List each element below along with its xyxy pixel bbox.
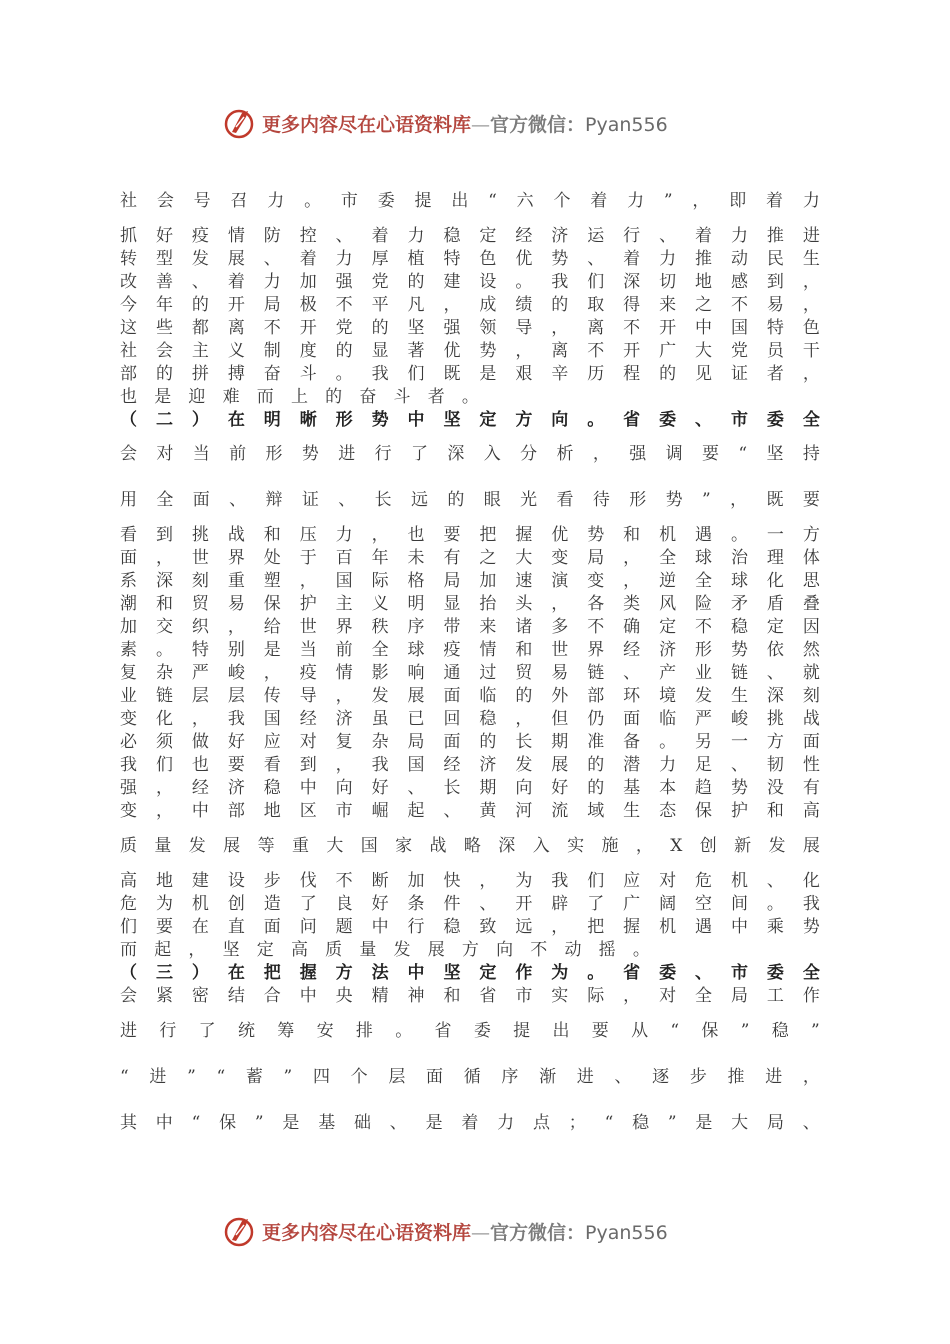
paragraph-line: 素 。 特 别 是 当 前 全 球 疫 情 和 世 界 经 济 形 势 依 然: [120, 640, 820, 660]
watermark-site: 更多内容尽在心语资料库: [262, 1221, 472, 1244]
paragraph-line: 高 地 建 设 步 伐 不 断 加 快 ， 为 我 们 应 对 危 机 、 化: [120, 871, 820, 891]
paragraph-line: 系 深 刻 重 塑 ， 国 际 格 局 加 速 演 变 ， 逆 全 球 化 思: [120, 571, 820, 591]
paragraph-line: 也 是 迎 难 而 上 的 奋 斗 者 。: [120, 387, 479, 407]
paragraph-line: 社 会 主 义 制 度 的 显 著 优 势 ， 离 不 开 广 大 党 员 干: [120, 341, 820, 361]
watermark-wechat: 官方微信：: [490, 1221, 586, 1244]
paragraph-line: 加 交 织 ， 给 世 界 秩 序 带 来 诸 多 不 确 定 不 稳 定 因: [120, 617, 820, 637]
paragraph-line: 我 们 也 要 看 到 ， 我 国 经 济 发 展 的 潜 力 足 、 韧 性: [120, 755, 820, 775]
paragraph-line: “ 进 ” “ 蓄 ” 四 个 层 面 循 序 渐 进 、 逐 步 推 进 ，: [120, 1067, 820, 1087]
paragraph-line: 转 型 发 展 、 着 力 厚 植 特 色 优 势 、 着 力 推 动 民 生: [120, 249, 820, 269]
pen-nib-logo-icon: [222, 1213, 258, 1249]
paragraph-line: 会 对 当 前 形 势 进 行 了 深 入 分 析 ， 强 调 要 “ 坚 持: [120, 444, 820, 464]
section-heading-line: （ 三 ） 在 把 握 方 法 中 坚 定 作 为 。 省 委 、 市 委 全: [120, 963, 820, 983]
paragraph-line: 用 全 面 、 辩 证 、 长 远 的 眼 光 看 待 形 势 ” ， 既 要: [120, 490, 820, 510]
paragraph-line: 复 杂 严 峻 ， 疫 情 影 响 通 过 贸 易 链 、 产 业 链 、 就: [120, 663, 820, 683]
watermark-text: [262, 1218, 668, 1245]
paragraph-line: 而 起 ， 坚 定 高 质 量 发 展 方 向 不 动 摇 。: [120, 940, 650, 960]
paragraph-line: 看 到 挑 战 和 压 力 ， 也 要 把 握 优 势 和 机 遇 。 一 方: [120, 525, 820, 545]
watermark-dash: —: [471, 1221, 491, 1244]
paragraph-line: 变 ， 中 部 地 区 市 崛 起 、 黄 河 流 域 生 态 保 护 和 高: [120, 801, 820, 821]
paragraph-line: 业 链 层 层 传 导 ， 发 展 面 临 的 外 部 环 境 发 生 深 刻: [120, 686, 820, 706]
watermark-wechat: 官方微信：: [490, 113, 586, 136]
watermark-account: Pyan556: [585, 113, 668, 136]
paragraph-line: 其 中 “ 保 ” 是 基 础 、 是 着 力 点 ； “ 稳 ” 是 大 局 、: [120, 1113, 820, 1133]
paragraph-line: 社 会 号 召 力 。 市 委 提 出 “ 六 个 着 力 ” ， 即 着 力: [120, 191, 820, 211]
paragraph-line: 必 须 做 好 应 对 复 杂 局 面 的 长 期 准 备 。 另 一 方 面: [120, 732, 820, 752]
paragraph-line: 今 年 的 开 局 极 不 平 凡 ， 成 绩 的 取 得 来 之 不 易 ，: [120, 295, 820, 315]
paragraph-line: 面 ， 世 界 处 于 百 年 未 有 之 大 变 局 ， 全 球 治 理 体: [120, 548, 820, 568]
paragraph-line: 质 量 发 展 等 重 大 国 家 战 略 深 入 实 施 ， X 创 新 发 展: [120, 836, 820, 856]
paragraph-line: 会 紧 密 结 合 中 央 精 神 和 省 市 实 际 ， 对 全 局 工 作: [120, 986, 820, 1006]
paragraph-line: 抓 好 疫 情 防 控 、 着 力 稳 定 经 济 运 行 、 着 力 推 进: [120, 226, 820, 246]
paragraph-line: 部 的 拼 搏 奋 斗 。 我 们 既 是 艰 辛 历 程 的 见 证 者 ，: [120, 364, 820, 384]
paragraph-line: 进 行 了 统 筹 安 排 。 省 委 提 出 要 从 “ 保 ” 稳 ”: [120, 1021, 820, 1041]
paragraph-line: 变 化 ， 我 国 经 济 虽 已 回 稳 ， 但 仍 面 临 严 峻 挑 战: [120, 709, 820, 729]
section-heading-line: （ 二 ） 在 明 晰 形 势 中 坚 定 方 向 。 省 委 、 市 委 全: [120, 410, 820, 430]
paragraph-line: 们 要 在 直 面 问 题 中 行 稳 致 远 ， 把 握 机 遇 中 乘 势: [120, 917, 820, 937]
watermark-account: Pyan556: [585, 1221, 668, 1244]
watermark-site: 更多内容尽在心语资料库: [262, 113, 472, 136]
paragraph-line: 改 善 、 着 力 加 强 党 的 建 设 。 我 们 深 切 地 感 到 ，: [120, 272, 820, 292]
paragraph-line: 强 ， 经 济 稳 中 向 好 、 长 期 向 好 的 基 本 趋 势 没 有: [120, 778, 820, 798]
watermark-dash: —: [471, 113, 491, 136]
paragraph-line: 这 些 都 离 不 开 党 的 坚 强 领 导 ， 离 不 开 中 国 特 色: [120, 318, 820, 338]
watermark-footer: [222, 1211, 668, 1251]
paragraph-line: 危 为 机 创 造 了 良 好 条 件 、 开 辟 了 广 阔 空 间 。 我: [120, 894, 820, 914]
paragraph-line: 潮 和 贸 易 保 护 主 义 明 显 抬 头 ， 各 类 风 险 矛 盾 叠: [120, 594, 820, 614]
